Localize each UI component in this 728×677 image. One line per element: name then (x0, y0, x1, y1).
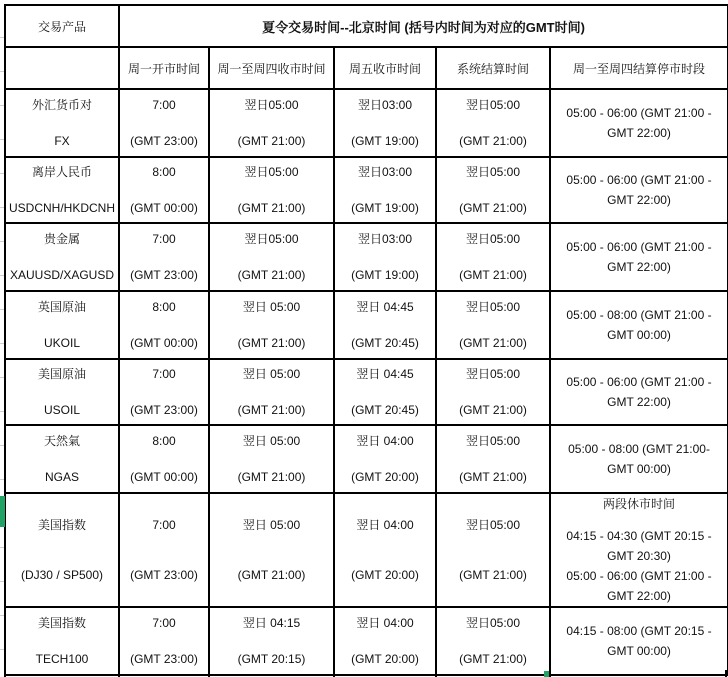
cell-friday-close[interactable] (334, 425, 436, 493)
trading-hours-table (4, 4, 728, 676)
table-row (5, 607, 728, 675)
cell-line: 7:00 (152, 98, 176, 112)
cell-line: 翌日 05:00 (242, 434, 301, 448)
cell-line: (GMT 00:00) (130, 336, 198, 350)
next-row-border-stub (4, 670, 6, 677)
cell-settlement[interactable] (436, 89, 550, 157)
cell-line: 翌日05:00 (465, 616, 521, 630)
cell-line: 翌日05:00 (244, 165, 299, 179)
cell-line: (GMT 00:00) (130, 201, 198, 215)
cell-line: (GMT 21:00) (459, 470, 527, 484)
cell-line: 两段休市时间 (603, 497, 676, 511)
cell-line: (GMT 21:00) (237, 403, 306, 417)
cell-line: (GMT 23:00) (130, 568, 198, 582)
cell-line: XAUUSD/XAGUSD (9, 268, 115, 282)
cell-settlement-halt[interactable] (550, 157, 728, 223)
cell-line: 05:00 - 06:00 (GMT 21:00 - GMT 22:00) (566, 173, 712, 207)
table-row (5, 493, 728, 607)
cell-settlement[interactable] (436, 157, 550, 223)
table-row (5, 425, 728, 493)
cell-line: 7:00 (152, 616, 176, 630)
cell-line: (GMT 21:00) (237, 568, 306, 582)
cell-monday-open[interactable] (119, 359, 209, 425)
cell-monday-open[interactable] (119, 157, 209, 223)
cell-line: USDCNH/HKDCNH (8, 201, 115, 215)
cell-product[interactable] (5, 493, 119, 607)
cell-line: 7:00 (152, 232, 176, 246)
table-row (5, 359, 728, 425)
cell-line: UKOIL (43, 336, 80, 350)
cell-line: 04:15 - 08:00 (GMT 20:15 - GMT 00:00) (566, 624, 712, 658)
next-row-border-stub (435, 670, 437, 677)
cell-line: (GMT 19:00) (351, 134, 419, 148)
cell-settlement[interactable] (436, 607, 550, 675)
cell-settlement-halt[interactable] (550, 291, 728, 359)
cell-monday-open[interactable] (119, 89, 209, 157)
cell-line: (GMT 00:00) (130, 470, 198, 484)
cell-product[interactable] (5, 359, 119, 425)
sheet-gutter-gridlines (0, 4, 4, 677)
cell-settlement[interactable] (436, 425, 550, 493)
next-row-border-stub (333, 670, 335, 677)
header-settlement[interactable]: 系统结算时间 (436, 47, 550, 89)
cell-line: 翌日05:00 (244, 98, 299, 112)
cell-line: 贵金属 (43, 232, 80, 246)
cell-line: 翌日05:00 (465, 232, 521, 246)
cell-settlement[interactable] (436, 223, 550, 291)
cell-line: 翌日 04:45 (356, 367, 414, 381)
cell-mon-thu-close[interactable] (209, 89, 334, 157)
cell-line: TECH100 (35, 652, 89, 666)
cell-line: NGAS (44, 470, 79, 484)
cell-settlement-halt[interactable] (550, 359, 728, 425)
cell-line: (GMT 21:00) (459, 336, 527, 350)
cell-line: 05:00 - 06:00 (GMT 21:00 - GMT 22:00) (566, 106, 712, 140)
cell-line: 翌日 04:00 (356, 518, 414, 532)
cell-line: 翌日 04:45 (356, 300, 414, 314)
cell-settlement-halt[interactable] (550, 223, 728, 291)
cell-product[interactable] (5, 157, 119, 223)
cell-line: 外汇货币对 (31, 98, 92, 112)
table-title[interactable]: 夏令交易时间--北京时间 (括号内时间为对应的GMT时间) (119, 5, 728, 47)
cell-mon-thu-close[interactable] (209, 493, 334, 607)
cell-line: 美国指数 (37, 518, 86, 532)
cell-line: 翌日 05:00 (242, 300, 301, 314)
cell-line: 美国原油 (37, 367, 86, 381)
cell-monday-open[interactable] (119, 493, 209, 607)
cell-line: 翌日 05:00 (242, 518, 301, 532)
cell-product[interactable] (5, 291, 119, 359)
cell-line: 翌日05:00 (465, 300, 521, 314)
header-settlement-halt[interactable]: 周一至周四结算停市时段 (550, 47, 728, 89)
cell-line: 04:15 - 04:30 (GMT 20:15 - GMT 20:30) (566, 529, 712, 563)
cell-line: (GMT 21:00) (459, 134, 527, 148)
cell-line: 05:00 - 06:00 (GMT 21:00 - GMT 22:00) (566, 375, 712, 409)
cell-line: (GMT 21:00) (237, 336, 306, 350)
cell-settlement[interactable] (436, 493, 550, 607)
cell-line: (GMT 19:00) (351, 201, 419, 215)
cell-line: 翌日05:00 (465, 367, 521, 381)
next-row-border-stub (208, 670, 210, 677)
cell-line: (GMT 20:45) (351, 336, 419, 350)
cell-line: 7:00 (152, 367, 176, 381)
cell-product[interactable] (5, 223, 119, 291)
cell-mon-thu-close[interactable] (209, 425, 334, 493)
table-row (5, 223, 728, 291)
cell-line: 翌日05:00 (465, 518, 521, 532)
cell-settlement-halt[interactable] (550, 425, 728, 493)
table-header-row-1 (5, 5, 728, 47)
cell-line: 8:00 (152, 165, 176, 179)
header-mon-thu-close[interactable]: 周一至周四收市时间 (209, 47, 334, 89)
cell-friday-close[interactable] (334, 493, 436, 607)
cell-monday-open[interactable] (119, 291, 209, 359)
table-row (5, 157, 728, 223)
cell-line: 05:00 - 06:00 (GMT 21:00 - GMT 22:00) (566, 569, 712, 603)
cell-mon-thu-close[interactable] (209, 157, 334, 223)
table-header-row-2 (5, 47, 728, 89)
cell-line: 05:00 - 08:00 (GMT 21:00 - GMT 00:00) (566, 308, 712, 342)
cell-line: 翌日05:00 (465, 165, 521, 179)
cell-friday-close[interactable] (334, 89, 436, 157)
cell-line: (GMT 20:15) (237, 652, 306, 666)
next-row-border-stub (118, 670, 120, 677)
cell-line: (GMT 20:00) (351, 652, 419, 666)
cell-line: 离岸人民币 (31, 165, 92, 179)
cell-friday-close[interactable] (334, 291, 436, 359)
cell-settlement-halt[interactable] (550, 493, 728, 607)
cell-line: (GMT 21:00) (237, 470, 306, 484)
cell-line: (GMT 23:00) (130, 652, 198, 666)
cell-line: (GMT 20:00) (351, 470, 419, 484)
product-column-header[interactable]: 交易产品 (5, 5, 119, 47)
cell-line: 翌日 04:15 (242, 616, 301, 630)
cell-line: 翌日 05:00 (242, 367, 301, 381)
cell-settlement-halt[interactable] (550, 89, 728, 157)
cell-line: (GMT 19:00) (351, 268, 419, 282)
row-selection-indicator (0, 496, 5, 527)
cell-line: (GMT 21:00) (459, 568, 527, 582)
cell-line: (GMT 21:00) (459, 652, 527, 666)
cell-line: 8:00 (152, 300, 176, 314)
cell-line: (GMT 21:00) (459, 201, 527, 215)
cell-product[interactable] (5, 89, 119, 157)
cell-line: 翌日03:00 (357, 98, 413, 112)
cell-line: 美国指数 (37, 616, 86, 630)
cell-line: (GMT 21:00) (237, 201, 306, 215)
table-row (5, 89, 728, 157)
cell-product[interactable] (5, 607, 119, 675)
cell-line: 翌日03:00 (357, 232, 413, 246)
cell-line: 翌日05:00 (244, 232, 299, 246)
cell-line: 翌日03:00 (357, 165, 413, 179)
cell-line: FX (54, 134, 70, 148)
cell-monday-open[interactable] (119, 607, 209, 675)
cell-line: (DJ30 / SP500) (20, 568, 104, 582)
cell-line: 翌日05:00 (465, 98, 521, 112)
cell-monday-open[interactable] (119, 223, 209, 291)
next-row-border-stub (725, 670, 727, 677)
header-friday-close[interactable]: 周五收市时间 (334, 47, 436, 89)
cell-line: 天然氣 (43, 434, 80, 448)
cell-line: USOIL (43, 403, 80, 417)
cell-line: 翌日 04:00 (356, 616, 414, 630)
cell-friday-close[interactable] (334, 607, 436, 675)
cell-friday-close[interactable] (334, 359, 436, 425)
cell-line: 翌日 04:00 (356, 434, 414, 448)
next-row-border-stub (549, 670, 551, 677)
cell-line: (GMT 21:00) (237, 134, 306, 148)
cell-line: (GMT 20:00) (351, 568, 419, 582)
cell-mon-thu-close[interactable] (209, 291, 334, 359)
cell-line: (GMT 21:00) (237, 268, 306, 282)
cell-line: 翌日05:00 (465, 434, 521, 448)
cell-line: 7:00 (152, 518, 176, 532)
cell-settlement[interactable] (436, 291, 550, 359)
cell-settlement-halt[interactable] (550, 607, 728, 675)
cell-line: (GMT 23:00) (130, 268, 198, 282)
cell-mon-thu-close[interactable] (209, 607, 334, 675)
header-spacer-cell[interactable] (5, 47, 119, 89)
cell-friday-close[interactable] (334, 157, 436, 223)
spreadsheet-canvas (0, 4, 728, 677)
cell-mon-thu-close[interactable] (209, 223, 334, 291)
table-row (5, 291, 728, 359)
cell-mon-thu-close[interactable] (209, 359, 334, 425)
cell-line: (GMT 23:00) (130, 134, 198, 148)
cell-line: (GMT 23:00) (130, 403, 198, 417)
cell-friday-close[interactable] (334, 223, 436, 291)
cell-line: 05:00 - 08:00 (GMT 21:00- GMT 00:00) (568, 442, 710, 476)
cell-line: (GMT 21:00) (459, 268, 527, 282)
cell-line: 05:00 - 06:00 (GMT 21:00 - GMT 22:00) (566, 240, 712, 274)
cell-line: (GMT 20:45) (351, 403, 419, 417)
cell-line: 8:00 (152, 434, 176, 448)
cell-line: (GMT 21:00) (459, 403, 527, 417)
header-monday-open[interactable]: 周一开市时间 (119, 47, 209, 89)
cell-line: 英国原油 (37, 300, 86, 314)
cell-settlement[interactable] (436, 359, 550, 425)
cell-monday-open[interactable] (119, 425, 209, 493)
cell-product[interactable] (5, 425, 119, 493)
